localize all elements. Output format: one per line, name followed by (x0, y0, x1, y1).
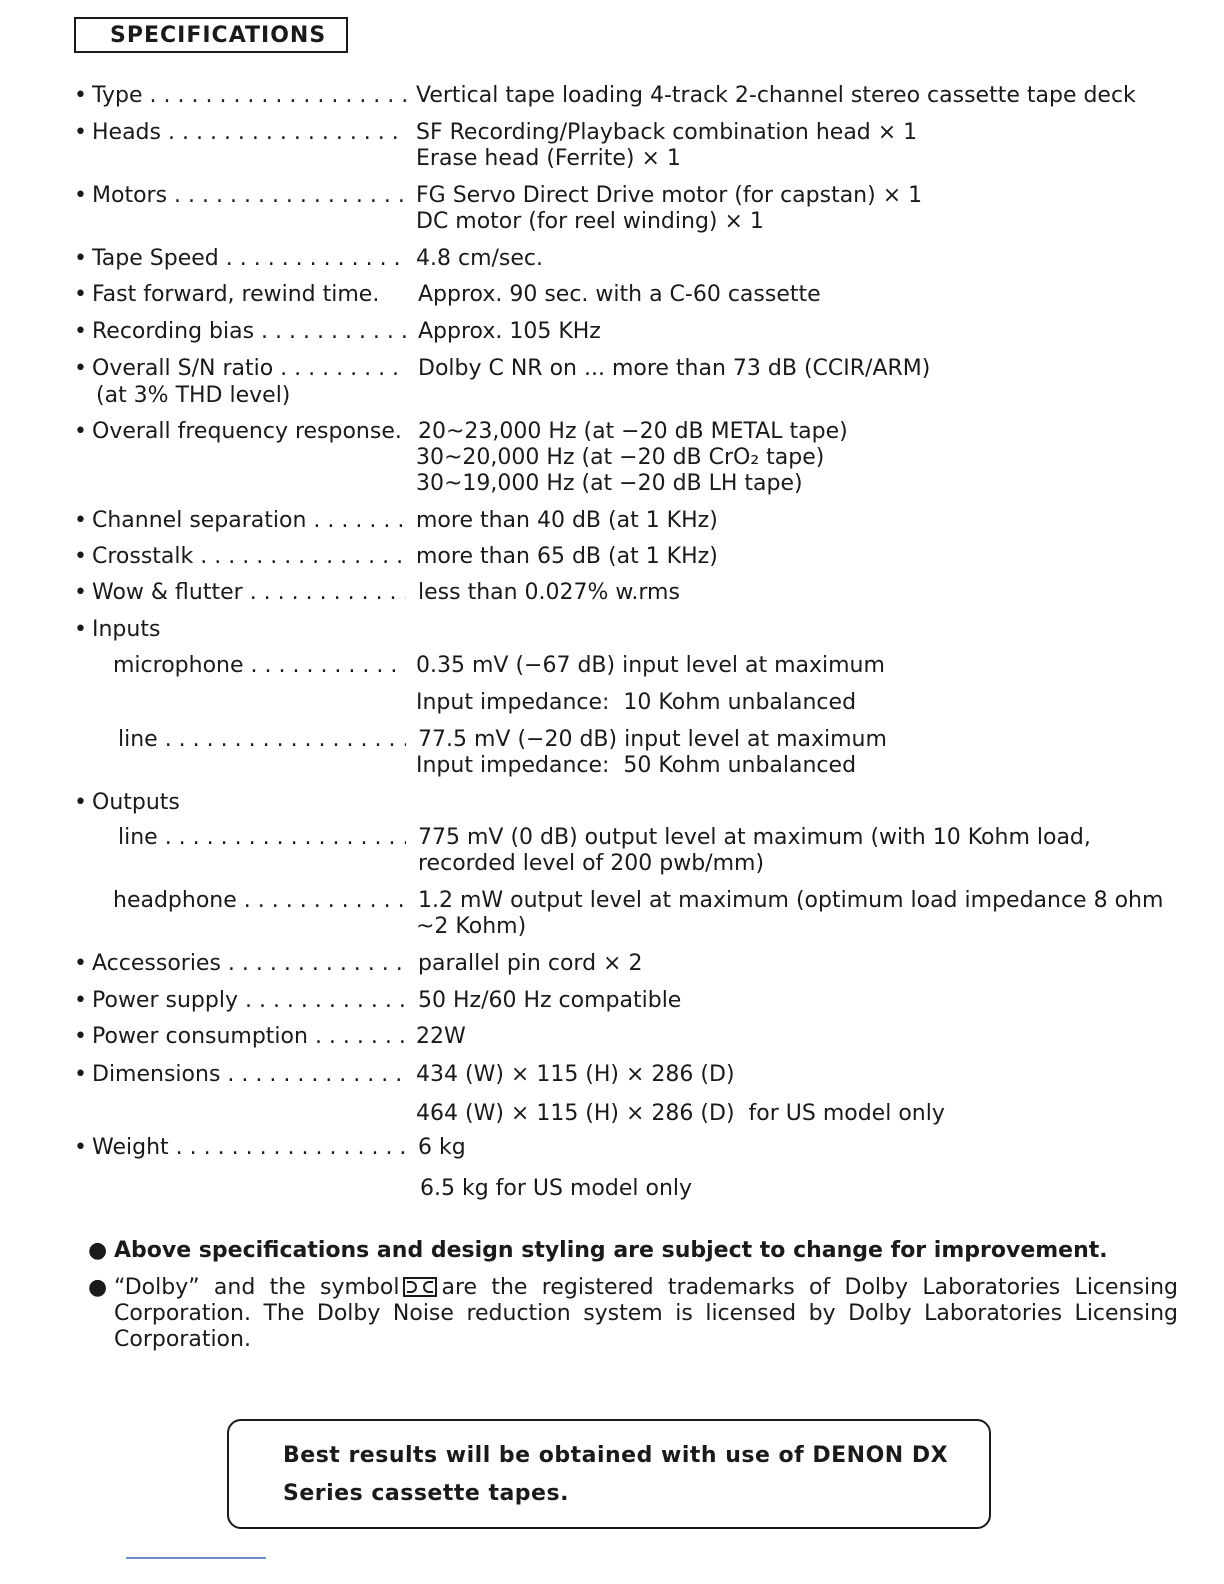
spec-value: Dolby C NR on ... more than 73 dB (CCIR/ARM) (418, 356, 931, 381)
spec-label: Type . . . (92, 83, 406, 108)
spec-value: DC motor (for reel winding) × 1 (416, 209, 764, 234)
spec-label: Crosstalk . . . (92, 544, 406, 569)
spec-label: Overall S/N ratio . . . (92, 356, 406, 381)
dolby-notice-text: “Dolby” and the symbol (114, 1275, 400, 1300)
spec-value: more than 65 dB (at 1 KHz) (416, 544, 718, 569)
spec-value: 77.5 mV (−20 dB) input level at maximum (418, 727, 887, 752)
spec-label: Fast forward, rewind time. (92, 282, 380, 307)
spec-value: ~2 Kohm) (416, 914, 527, 939)
spec-value: Approx. 90 sec. with a C-60 cassette (418, 282, 821, 307)
spec-value: Approx. 105 KHz (418, 319, 601, 344)
spec-value: 1.2 mW output level at maximum (optimum load impedance 8 ohm (418, 888, 1164, 913)
spec-value: 464 (W) × 115 (H) × 286 (D) for US model only (416, 1101, 945, 1126)
spec-value: Input impedance: 10 Kohm unbalanced (416, 690, 857, 715)
spec-label: Motors . . . (92, 183, 406, 208)
divider (126, 1557, 266, 1559)
spec-value: more than 40 dB (at 1 KHz) (416, 508, 718, 533)
spec-label: line . . . (118, 825, 406, 850)
spec-value: Input impedance: 50 Kohm unbalanced (416, 753, 857, 778)
spec-value: 0.35 mV (−67 dB) input level at maximum (416, 653, 885, 678)
spec-value: 434 (W) × 115 (H) × 286 (D) (416, 1062, 735, 1087)
spec-value: 4.8 cm/sec. (416, 246, 544, 271)
spec-label: Heads . . . (92, 120, 406, 145)
spec-value: 30~20,000 Hz (at −20 dB CrO₂ tape) (416, 445, 825, 470)
spec-value: recorded level of 200 pwb/mm) (418, 851, 765, 876)
spec-value: SF Recording/Playback combination head × 1 (416, 120, 918, 145)
spec-label: microphone . . . (113, 653, 406, 678)
spec-value: FG Servo Direct Drive motor (for capstan) × 1 (416, 183, 923, 208)
spec-label: Power supply . . . (92, 988, 406, 1013)
spec-label: line . . . (118, 727, 406, 752)
spec-value: 30~19,000 Hz (at −20 dB LH tape) (416, 471, 803, 496)
spec-label: Accessories . . . (92, 951, 406, 976)
recommendation-box (227, 1419, 991, 1529)
spec-value: 22W (416, 1024, 466, 1049)
spec-label: headphone . . . (113, 888, 406, 913)
spec-label: Outputs (92, 790, 180, 815)
spec-value: 6 kg (418, 1135, 466, 1160)
spec-value: parallel pin cord × 2 (418, 951, 643, 976)
spec-value: 50 Hz/60 Hz compatible (418, 988, 682, 1013)
spec-label-continuation: (at 3% THD level) (96, 383, 291, 408)
spec-label: Recording bias . . . (92, 319, 406, 344)
dolby-logo-icon (403, 1277, 437, 1297)
spec-value: 6.5 kg for US model only (420, 1176, 693, 1201)
spec-value: Erase head (Ferrite) × 1 (416, 146, 681, 171)
recommendation-line: Best results will be obtained with use of DENON DX (283, 1443, 949, 1468)
spec-label: Wow & flutter . . . (92, 580, 406, 605)
dolby-notice-text: are the registered trademarks of Dolby Laboratories Licensing Corporation. The Dolby Noise reduction system is licensed by Dolby Laboratories Licensing Corporation. (114, 1275, 1178, 1352)
spec-label: Inputs (92, 617, 161, 642)
spec-label: Dimensions . . . (92, 1062, 406, 1087)
spec-label: Channel separation . . . (92, 508, 406, 533)
spec-label: Tape Speed . . . (92, 246, 406, 271)
change-notice (88, 1238, 1178, 1264)
spec-value: 20~23,000 Hz (at −20 dB METAL tape) (418, 419, 848, 444)
spec-value: Vertical tape loading 4-track 2-channel stereo cassette tape deck (416, 83, 1136, 108)
change-notice-text: Above specifications and design styling are subject to change for improvement. (114, 1238, 1108, 1263)
recommendation-line: Series cassette tapes. (283, 1481, 569, 1506)
spec-value: 775 mV (0 dB) output level at maximum (with 10 Kohm load, (418, 825, 1091, 850)
bullet-icon: ● (88, 1275, 108, 1300)
spec-label: Weight . . . (92, 1135, 406, 1160)
bullet-icon: ● (88, 1238, 108, 1263)
spec-value: less than 0.027% w.rms (418, 580, 680, 605)
dolby-notice (88, 1275, 1178, 1353)
page-title: SPECIFICATIONS (74, 17, 348, 53)
spec-label: Power consumption . . . (92, 1024, 406, 1049)
spec-label: Overall frequency response. (92, 419, 402, 444)
